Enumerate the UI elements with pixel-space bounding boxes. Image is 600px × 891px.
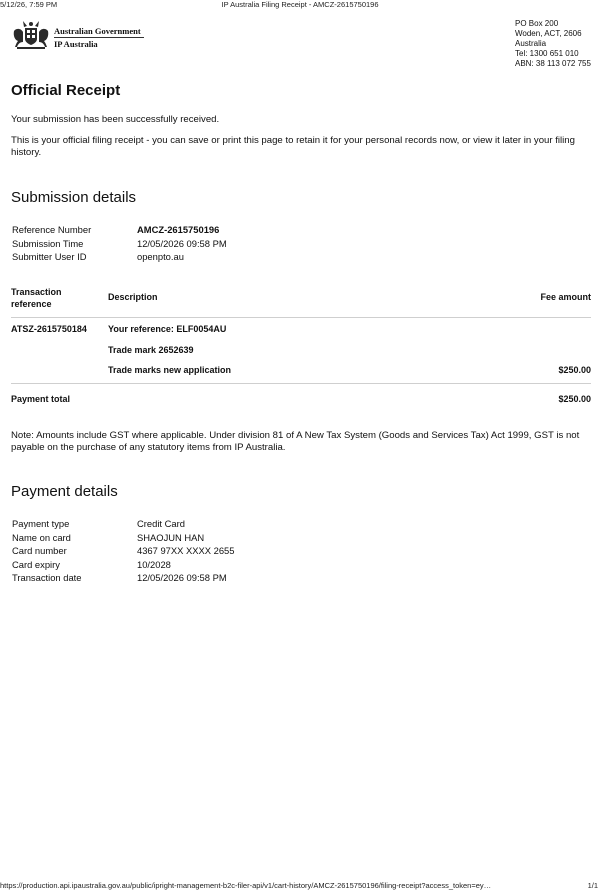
card-number-value: 4367 97XX XXXX 2655 bbox=[137, 545, 235, 556]
page-title: Official Receipt bbox=[11, 82, 121, 99]
card-number-row bbox=[12, 544, 234, 558]
print-url: https://production.api.ipaustralia.gov.au/public/ipright-management-b2c-filer-api/v1/cart-history/AMCZ-2615750196/filing-receipt?access_token=ey… bbox=[0, 881, 492, 890]
address-line: PO Box 200 bbox=[515, 19, 559, 28]
submission-time-row bbox=[12, 237, 227, 251]
transaction-fee: $250.00 bbox=[558, 365, 591, 375]
transaction-date-label: Transaction date bbox=[12, 572, 82, 583]
name-on-card-label: Name on card bbox=[12, 531, 71, 543]
address-phone: Tel: 1300 651 010 bbox=[515, 49, 579, 58]
payment-type-row bbox=[12, 517, 234, 531]
logo-divider bbox=[54, 37, 144, 38]
print-header bbox=[0, 0, 600, 10]
print-datetime: 5/12/26, 7:59 PM bbox=[0, 0, 58, 9]
transaction-trade-mark: Trade mark 2652639 bbox=[108, 345, 194, 355]
logo-line-ip-australia: IP Australia bbox=[54, 39, 98, 49]
column-header-fee-amount: Fee amount bbox=[540, 292, 591, 302]
address-line: Australia bbox=[515, 39, 547, 48]
column-header-description: Description bbox=[108, 292, 158, 302]
coat-of-arms-icon bbox=[11, 19, 51, 51]
transactions-table-header bbox=[11, 286, 591, 316]
logo-line-government: Australian Government bbox=[54, 26, 141, 36]
card-number-label: Card number bbox=[12, 545, 67, 556]
print-footer bbox=[0, 879, 600, 891]
transaction-date-row bbox=[12, 571, 234, 585]
column-header-transaction-reference: Transaction reference bbox=[11, 287, 62, 309]
submission-time-label: Submission Time bbox=[12, 237, 84, 249]
submission-details-heading: Submission details bbox=[11, 189, 137, 206]
payment-total-label: Payment total bbox=[11, 394, 71, 404]
table-divider bbox=[11, 317, 591, 318]
card-expiry-label: Card expiry bbox=[12, 558, 60, 570]
transaction-date-value: 12/05/2026 09:58 PM bbox=[137, 572, 227, 583]
name-on-card-row bbox=[12, 531, 234, 545]
receipt-info-message: This is your official filing receipt - you can save or print this page to retain it for your personal records now, or view it later in your filing history. bbox=[11, 135, 575, 158]
print-page-number: 1/1 bbox=[587, 881, 598, 890]
success-message: Your submission has been successfully received. bbox=[11, 114, 220, 125]
card-expiry-value: 10/2028 bbox=[137, 558, 171, 570]
payment-type-label: Payment type bbox=[12, 518, 70, 529]
card-expiry-row bbox=[12, 558, 234, 572]
address-line: Woden, ACT, 2606 bbox=[515, 29, 582, 38]
payment-total-value: $250.00 bbox=[558, 394, 591, 404]
submitter-user-id-row bbox=[12, 250, 227, 264]
submission-details-table bbox=[12, 223, 227, 264]
gst-note: Note: Amounts include GST where applicable. Under division 81 of A New Tax System (Goods and Services Tax) Act 1999, GST is not payable on the purchase of any statutory items from IP Australia. bbox=[11, 430, 580, 453]
payment-details-table bbox=[12, 517, 234, 585]
reference-number-row bbox=[12, 223, 227, 237]
transactions-table bbox=[11, 286, 591, 411]
agency-logo bbox=[11, 19, 151, 53]
submitter-user-id-label: Submitter User ID bbox=[12, 251, 87, 262]
transaction-your-reference: Your reference: ELF0054AU bbox=[108, 324, 227, 334]
payment-details-heading: Payment details bbox=[11, 483, 118, 500]
reference-number-label: Reference Number bbox=[12, 224, 92, 235]
payment-type-value: Credit Card bbox=[137, 518, 185, 529]
table-divider bbox=[11, 383, 591, 384]
submission-time-value: 12/05/2026 09:58 PM bbox=[137, 237, 227, 249]
transaction-description: Trade marks new application bbox=[108, 365, 232, 375]
reference-number-value: AMCZ-2615750196 bbox=[137, 224, 220, 235]
address-abn: ABN: 38 113 072 755 bbox=[515, 59, 591, 68]
print-title: IP Australia Filing Receipt - AMCZ-2615750196 bbox=[221, 0, 379, 9]
transaction-reference: ATSZ-2615750184 bbox=[11, 324, 87, 334]
name-on-card-value: SHAOJUN HAN bbox=[137, 531, 205, 543]
agency-address bbox=[515, 19, 591, 69]
submitter-user-id-value: openpto.au bbox=[137, 251, 184, 262]
